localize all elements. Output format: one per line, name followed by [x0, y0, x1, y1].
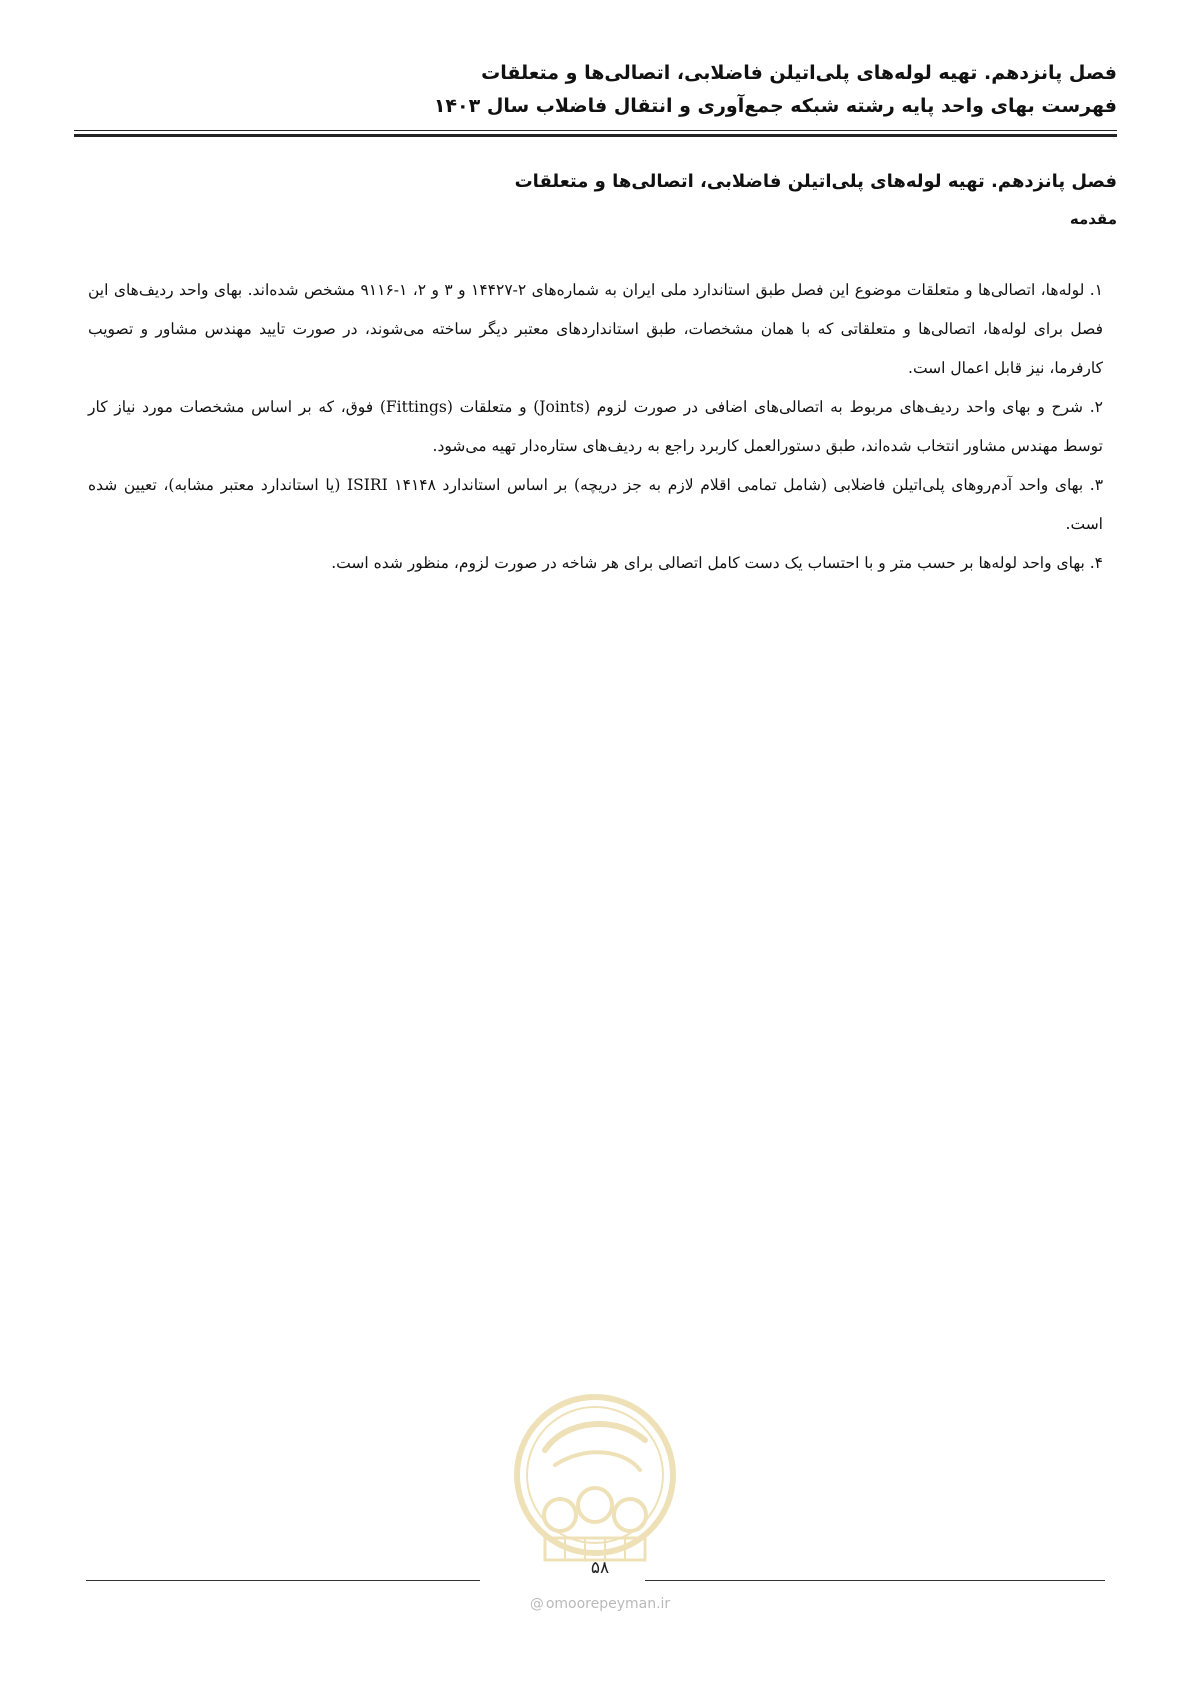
document-body: [88, 271, 1103, 583]
header-document-title: فهرست بهای واحد پایه رشته شبکه جمع‌آوری و انتقال فاضلاب سال ۱۴۰۳: [433, 95, 1117, 117]
seal-logo-icon: [505, 1390, 685, 1580]
page-header: [74, 56, 1117, 122]
footer-rule-right: [645, 1580, 1105, 1581]
header-divider-thick: [74, 134, 1117, 137]
footer-rule-left: [86, 1580, 480, 1581]
paragraph-1: ۱. لوله‌ها، اتصالی‌ها و متعلقات موضوع این فصل طبق استاندارد ملی ایران به شماره‌های ۲-۱۴۴۲۷ و ۳ و ۲، ۱-۹۱۱۶ مشخص شده‌اند. بهای واحد ردیف‌های این فصل برای لوله‌ها، اتصالی‌ها و متعلقاتی که با همان مشخصات، طبق استانداردهای معتبر دیگر ساخته می‌شوند، در صورت تایید مهندس مشاور و تصویب کارفرما، نیز قابل اعمال است.: [88, 281, 1103, 377]
page-number: ۵۸: [590, 1558, 610, 1578]
section-title: فصل پانزدهم. تهیه لوله‌های پلی‌اتیلن فاضلابی، اتصالی‌ها و متعلقات: [514, 171, 1117, 192]
paragraph-3: ۳. بهای واحد آدم‌روهای پلی‌اتیلن فاضلابی (شامل تمامی اقلام لازم به جز دریچه) بر اساس استاندارد ISIRI ۱۴۱۴۸ (یا استاندارد معتبر مشابه)، تعیین شده است.: [88, 476, 1104, 533]
paragraph-4: ۴. بهای واحد لوله‌ها بر حسب متر و با احتساب یک دست کامل اتصالی برای هر شاخه در صورت لزوم، منظور شده است.: [331, 554, 1103, 572]
header-chapter-title: فصل پانزدهم. تهیه لوله‌های پلی‌اتیلن فاضلابی، اتصالی‌ها و متعلقات: [481, 62, 1117, 84]
website-text: omoorepeyman.ir: [545, 1596, 671, 1612]
header-divider-thin: [74, 130, 1117, 131]
section-subtitle: مقدمه: [1069, 210, 1117, 228]
website-watermark: [520, 1596, 680, 1612]
paragraph-2: ۲. شرح و بهای واحد ردیف‌های مربوط به اتصالی‌های اضافی در صورت لزوم (Joints) و متعلقات (Fittings) فوق، که بر اساس مشخصات مورد نیاز کار توسط مهندس مشاور انتخاب شده‌اند، طبق دستورالعمل کاربرد راجع به ردیف‌های ستاره‌دار تهیه می‌شود.: [88, 398, 1103, 455]
at-sign-icon: @: [529, 1596, 544, 1612]
